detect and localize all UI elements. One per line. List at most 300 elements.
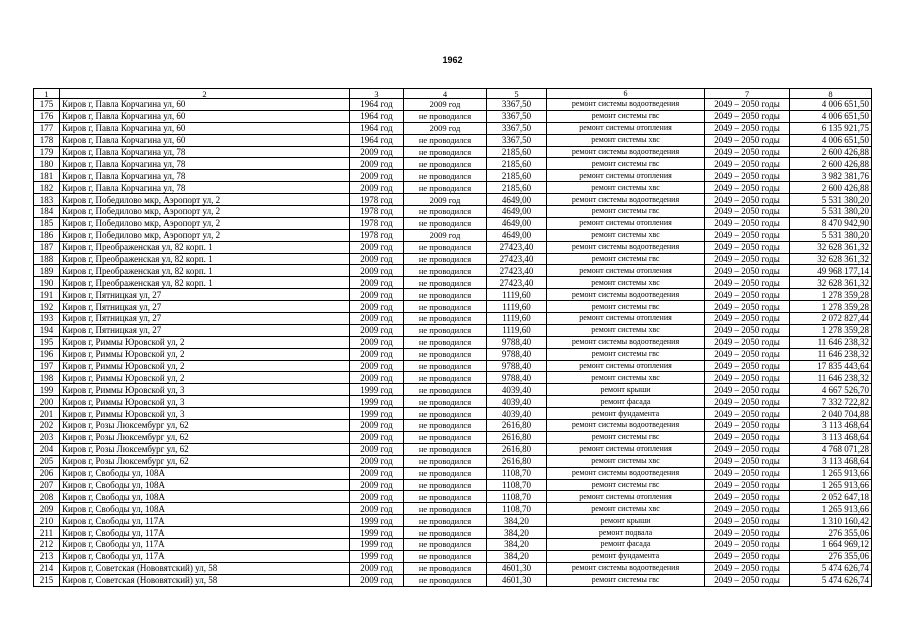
period-cell: 2049 – 2050 годы bbox=[705, 217, 790, 229]
period-cell: 2049 – 2050 годы bbox=[705, 467, 790, 479]
cost-cell: 5 531 380,20 bbox=[790, 194, 872, 206]
table-row bbox=[34, 206, 872, 218]
period-cell: 2049 – 2050 годы bbox=[705, 99, 790, 111]
year-built-cell: 2009 год bbox=[350, 253, 404, 265]
row-number-cell: 210 bbox=[34, 515, 60, 527]
year-built-cell: 2009 год bbox=[350, 420, 404, 432]
last-repair-cell: 2009 год bbox=[404, 194, 487, 206]
work-type-cell: ремонт системы гвс bbox=[547, 158, 705, 170]
work-type-cell: ремонт системы гвс bbox=[547, 348, 705, 360]
work-type-cell: ремонт системы водоотведения bbox=[547, 289, 705, 301]
year-built-cell: 2009 год bbox=[350, 491, 404, 503]
row-number-cell: 204 bbox=[34, 443, 60, 455]
year-built-cell: 1978 год bbox=[350, 206, 404, 218]
address-cell: Киров г, Свободы ул, 108А bbox=[60, 479, 350, 491]
area-cell: 384,20 bbox=[487, 538, 547, 550]
cost-cell: 5 474 626,74 bbox=[790, 574, 872, 586]
period-cell: 2049 – 2050 годы bbox=[705, 313, 790, 325]
cost-cell: 1 265 913,66 bbox=[790, 467, 872, 479]
work-type-cell: ремонт системы отопления bbox=[547, 265, 705, 277]
row-number-cell: 188 bbox=[34, 253, 60, 265]
work-type-cell: ремонт системы отопления bbox=[547, 443, 705, 455]
area-cell: 27423,40 bbox=[487, 253, 547, 265]
page-number: 1962 bbox=[442, 55, 463, 65]
year-built-cell: 1999 год bbox=[350, 527, 404, 539]
last-repair-cell: не проводился bbox=[404, 110, 487, 122]
cost-cell: 4 006 651,50 bbox=[790, 99, 872, 111]
period-cell: 2049 – 2050 годы bbox=[705, 443, 790, 455]
last-repair-cell: не проводился bbox=[404, 146, 487, 158]
row-number-cell: 191 bbox=[34, 289, 60, 301]
repair-schedule-table bbox=[33, 88, 872, 587]
address-cell: Киров г, Свободы ул, 108А bbox=[60, 503, 350, 515]
address-cell: Киров г, Розы Люксембург ул, 62 bbox=[60, 420, 350, 432]
cost-cell: 4 006 651,50 bbox=[790, 110, 872, 122]
area-cell: 1119,60 bbox=[487, 289, 547, 301]
row-number-cell: 187 bbox=[34, 241, 60, 253]
address-cell: Киров г, Свободы ул, 117А bbox=[60, 527, 350, 539]
address-cell: Киров г, Павла Корчагина ул, 60 bbox=[60, 99, 350, 111]
cost-cell: 2 600 426,88 bbox=[790, 158, 872, 170]
address-cell: Киров г, Розы Люксембург ул, 62 bbox=[60, 431, 350, 443]
row-number-cell: 203 bbox=[34, 431, 60, 443]
year-built-cell: 2009 год bbox=[350, 301, 404, 313]
address-cell: Киров г, Свободы ул, 108А bbox=[60, 491, 350, 503]
address-cell: Киров г, Риммы Юровской ул, 3 bbox=[60, 408, 350, 420]
address-cell: Киров г, Советская (Нововятский) ул, 58 bbox=[60, 574, 350, 586]
cost-cell: 11 646 238,32 bbox=[790, 372, 872, 384]
column-header: 2 bbox=[60, 89, 350, 99]
last-repair-cell: не проводился bbox=[404, 408, 487, 420]
year-built-cell: 2009 год bbox=[350, 313, 404, 325]
table-row bbox=[34, 134, 872, 146]
last-repair-cell: не проводился bbox=[404, 277, 487, 289]
table-row bbox=[34, 301, 872, 313]
year-built-cell: 2009 год bbox=[350, 372, 404, 384]
year-built-cell: 2009 год bbox=[350, 146, 404, 158]
table-row bbox=[34, 574, 872, 586]
area-cell: 1119,60 bbox=[487, 324, 547, 336]
address-cell: Киров г, Розы Люксембург ул, 62 bbox=[60, 443, 350, 455]
cost-cell: 276 355,06 bbox=[790, 550, 872, 562]
address-cell: Киров г, Советская (Нововятский) ул, 58 bbox=[60, 562, 350, 574]
last-repair-cell: не проводился bbox=[404, 170, 487, 182]
table-row bbox=[34, 538, 872, 550]
cost-cell: 1 278 359,28 bbox=[790, 301, 872, 313]
row-number-cell: 175 bbox=[34, 99, 60, 111]
work-type-cell: ремонт системы водоотведения bbox=[547, 420, 705, 432]
cost-cell: 11 646 238,32 bbox=[790, 348, 872, 360]
address-cell: Киров г, Павла Корчагина ул, 60 bbox=[60, 110, 350, 122]
year-built-cell: 2009 год bbox=[350, 241, 404, 253]
area-cell: 3367,50 bbox=[487, 134, 547, 146]
cost-cell: 2 072 827,44 bbox=[790, 313, 872, 325]
last-repair-cell: не проводился bbox=[404, 206, 487, 218]
address-cell: Киров г, Победилово мкр, Аэропорт ул, 2 bbox=[60, 194, 350, 206]
row-number-cell: 190 bbox=[34, 277, 60, 289]
address-cell: Киров г, Преображенская ул, 82 корп. 1 bbox=[60, 253, 350, 265]
cost-cell: 1 278 359,28 bbox=[790, 289, 872, 301]
year-built-cell: 2009 год bbox=[350, 324, 404, 336]
area-cell: 2616,80 bbox=[487, 443, 547, 455]
last-repair-cell: не проводился bbox=[404, 134, 487, 146]
work-type-cell: ремонт системы водоотведения bbox=[547, 336, 705, 348]
table-row bbox=[34, 241, 872, 253]
table-row bbox=[34, 550, 872, 562]
row-number-cell: 200 bbox=[34, 396, 60, 408]
area-cell: 4649,00 bbox=[487, 229, 547, 241]
row-number-cell: 199 bbox=[34, 384, 60, 396]
last-repair-cell: 2009 год bbox=[404, 229, 487, 241]
area-cell: 9788,40 bbox=[487, 348, 547, 360]
row-number-cell: 213 bbox=[34, 550, 60, 562]
work-type-cell: ремонт системы хвс bbox=[547, 182, 705, 194]
work-type-cell: ремонт фундамента bbox=[547, 408, 705, 420]
area-cell: 2616,80 bbox=[487, 431, 547, 443]
area-cell: 4649,00 bbox=[487, 206, 547, 218]
work-type-cell: ремонт системы гвс bbox=[547, 479, 705, 491]
row-number-cell: 181 bbox=[34, 170, 60, 182]
row-number-cell: 176 bbox=[34, 110, 60, 122]
row-number-cell: 211 bbox=[34, 527, 60, 539]
cost-cell: 1 310 160,42 bbox=[790, 515, 872, 527]
area-cell: 1108,70 bbox=[487, 491, 547, 503]
work-type-cell: ремонт системы водоотведения bbox=[547, 467, 705, 479]
cost-cell: 32 628 361,32 bbox=[790, 253, 872, 265]
area-cell: 2185,60 bbox=[487, 146, 547, 158]
address-cell: Киров г, Пятницкая ул, 27 bbox=[60, 324, 350, 336]
cost-cell: 32 628 361,32 bbox=[790, 241, 872, 253]
table-row bbox=[34, 479, 872, 491]
work-type-cell: ремонт системы хвс bbox=[547, 134, 705, 146]
area-cell: 384,20 bbox=[487, 550, 547, 562]
period-cell: 2049 – 2050 годы bbox=[705, 538, 790, 550]
table-row bbox=[34, 360, 872, 372]
table-row bbox=[34, 467, 872, 479]
area-cell: 1108,70 bbox=[487, 467, 547, 479]
year-built-cell: 2009 год bbox=[350, 479, 404, 491]
column-header: 3 bbox=[350, 89, 404, 99]
year-built-cell: 1999 год bbox=[350, 384, 404, 396]
row-number-cell: 184 bbox=[34, 206, 60, 218]
cost-cell: 11 646 238,32 bbox=[790, 336, 872, 348]
cost-cell: 5 531 380,20 bbox=[790, 229, 872, 241]
address-cell: Киров г, Павла Корчагина ул, 78 bbox=[60, 158, 350, 170]
cost-cell: 1 265 913,66 bbox=[790, 503, 872, 515]
year-built-cell: 2009 год bbox=[350, 277, 404, 289]
row-number-cell: 198 bbox=[34, 372, 60, 384]
period-cell: 2049 – 2050 годы bbox=[705, 206, 790, 218]
last-repair-cell: не проводился bbox=[404, 289, 487, 301]
column-header: 1 bbox=[34, 89, 60, 99]
area-cell: 2616,80 bbox=[487, 420, 547, 432]
area-cell: 2185,60 bbox=[487, 158, 547, 170]
address-cell: Киров г, Победилово мкр, Аэропорт ул, 2 bbox=[60, 217, 350, 229]
area-cell: 4039,40 bbox=[487, 384, 547, 396]
area-cell: 4601,30 bbox=[487, 574, 547, 586]
cost-cell: 3 113 468,64 bbox=[790, 431, 872, 443]
area-cell: 9788,40 bbox=[487, 336, 547, 348]
address-cell: Киров г, Преображенская ул, 82 корп. 1 bbox=[60, 241, 350, 253]
cost-cell: 3 982 381,76 bbox=[790, 170, 872, 182]
row-number-cell: 202 bbox=[34, 420, 60, 432]
row-number-cell: 212 bbox=[34, 538, 60, 550]
year-built-cell: 1999 год bbox=[350, 550, 404, 562]
period-cell: 2049 – 2050 годы bbox=[705, 146, 790, 158]
area-cell: 4039,40 bbox=[487, 408, 547, 420]
table-row bbox=[34, 313, 872, 325]
work-type-cell: ремонт системы гвс bbox=[547, 110, 705, 122]
cost-cell: 6 135 921,75 bbox=[790, 122, 872, 134]
table-body bbox=[34, 99, 872, 587]
work-type-cell: ремонт системы хвс bbox=[547, 324, 705, 336]
address-cell: Киров г, Пятницкая ул, 27 bbox=[60, 301, 350, 313]
table-row bbox=[34, 503, 872, 515]
period-cell: 2049 – 2050 годы bbox=[705, 420, 790, 432]
area-cell: 4601,30 bbox=[487, 562, 547, 574]
address-cell: Киров г, Риммы Юровской ул, 3 bbox=[60, 384, 350, 396]
cost-cell: 3 113 468,64 bbox=[790, 455, 872, 467]
work-type-cell: ремонт системы отопления bbox=[547, 217, 705, 229]
work-type-cell: ремонт подвала bbox=[547, 527, 705, 539]
last-repair-cell: не проводился bbox=[404, 241, 487, 253]
year-built-cell: 1999 год bbox=[350, 538, 404, 550]
table-row bbox=[34, 562, 872, 574]
period-cell: 2049 – 2050 годы bbox=[705, 503, 790, 515]
period-cell: 2049 – 2050 годы bbox=[705, 289, 790, 301]
area-cell: 1119,60 bbox=[487, 313, 547, 325]
address-cell: Киров г, Павла Корчагина ул, 78 bbox=[60, 146, 350, 158]
area-cell: 384,20 bbox=[487, 515, 547, 527]
last-repair-cell: не проводился bbox=[404, 336, 487, 348]
period-cell: 2049 – 2050 годы bbox=[705, 158, 790, 170]
row-number-cell: 180 bbox=[34, 158, 60, 170]
address-cell: Киров г, Победилово мкр, Аэропорт ул, 2 bbox=[60, 229, 350, 241]
row-number-cell: 195 bbox=[34, 336, 60, 348]
year-built-cell: 2009 год bbox=[350, 360, 404, 372]
cost-cell: 276 355,06 bbox=[790, 527, 872, 539]
year-built-cell: 2009 год bbox=[350, 562, 404, 574]
cost-cell: 4 006 651,50 bbox=[790, 134, 872, 146]
year-built-cell: 2009 год bbox=[350, 455, 404, 467]
period-cell: 2049 – 2050 годы bbox=[705, 491, 790, 503]
last-repair-cell: не проводился bbox=[404, 158, 487, 170]
year-built-cell: 2009 год bbox=[350, 467, 404, 479]
last-repair-cell: не проводился bbox=[404, 348, 487, 360]
table-row bbox=[34, 515, 872, 527]
row-number-cell: 214 bbox=[34, 562, 60, 574]
column-header: 7 bbox=[705, 89, 790, 99]
period-cell: 2049 – 2050 годы bbox=[705, 194, 790, 206]
column-header: 8 bbox=[790, 89, 872, 99]
year-built-cell: 2009 год bbox=[350, 289, 404, 301]
address-cell: Киров г, Свободы ул, 117А bbox=[60, 550, 350, 562]
year-built-cell: 1999 год bbox=[350, 408, 404, 420]
work-type-cell: ремонт системы хвс bbox=[547, 372, 705, 384]
year-built-cell: 2009 год bbox=[350, 503, 404, 515]
cost-cell: 2 600 426,88 bbox=[790, 146, 872, 158]
period-cell: 2049 – 2050 годы bbox=[705, 455, 790, 467]
table-row bbox=[34, 289, 872, 301]
year-built-cell: 2009 год bbox=[350, 431, 404, 443]
work-type-cell: ремонт системы гвс bbox=[547, 574, 705, 586]
last-repair-cell: не проводился bbox=[404, 503, 487, 515]
table-row bbox=[34, 384, 872, 396]
year-built-cell: 1964 год bbox=[350, 110, 404, 122]
period-cell: 2049 – 2050 годы bbox=[705, 336, 790, 348]
row-number-cell: 178 bbox=[34, 134, 60, 146]
year-built-cell: 1978 год bbox=[350, 229, 404, 241]
year-built-cell: 1978 год bbox=[350, 217, 404, 229]
period-cell: 2049 – 2050 годы bbox=[705, 562, 790, 574]
work-type-cell: ремонт системы хвс bbox=[547, 229, 705, 241]
row-number-cell: 183 bbox=[34, 194, 60, 206]
area-cell: 2185,60 bbox=[487, 182, 547, 194]
row-number-cell: 192 bbox=[34, 301, 60, 313]
area-cell: 384,20 bbox=[487, 527, 547, 539]
row-number-cell: 207 bbox=[34, 479, 60, 491]
row-number-cell: 215 bbox=[34, 574, 60, 586]
period-cell: 2049 – 2050 годы bbox=[705, 408, 790, 420]
cost-cell: 2 052 647,18 bbox=[790, 491, 872, 503]
work-type-cell: ремонт системы отопления bbox=[547, 313, 705, 325]
address-cell: Киров г, Риммы Юровской ул, 2 bbox=[60, 360, 350, 372]
cost-cell: 49 968 177,14 bbox=[790, 265, 872, 277]
address-cell: Киров г, Павла Корчагина ул, 78 bbox=[60, 182, 350, 194]
table-row bbox=[34, 431, 872, 443]
table-row bbox=[34, 122, 872, 134]
row-number-cell: 208 bbox=[34, 491, 60, 503]
work-type-cell: ремонт системы отопления bbox=[547, 122, 705, 134]
area-cell: 27423,40 bbox=[487, 241, 547, 253]
area-cell: 1108,70 bbox=[487, 503, 547, 515]
row-number-cell: 193 bbox=[34, 313, 60, 325]
last-repair-cell: не проводился bbox=[404, 538, 487, 550]
year-built-cell: 2009 год bbox=[350, 170, 404, 182]
year-built-cell: 2009 год bbox=[350, 443, 404, 455]
table-row bbox=[34, 182, 872, 194]
last-repair-cell: 2009 год bbox=[404, 122, 487, 134]
period-cell: 2049 – 2050 годы bbox=[705, 229, 790, 241]
address-cell: Киров г, Риммы Юровской ул, 2 bbox=[60, 372, 350, 384]
work-type-cell: ремонт системы водоотведения bbox=[547, 194, 705, 206]
last-repair-cell: не проводился bbox=[404, 217, 487, 229]
address-cell: Киров г, Преображенская ул, 82 корп. 1 bbox=[60, 265, 350, 277]
table-row bbox=[34, 408, 872, 420]
last-repair-cell: не проводился bbox=[404, 479, 487, 491]
period-cell: 2049 – 2050 годы bbox=[705, 396, 790, 408]
last-repair-cell: не проводился bbox=[404, 265, 487, 277]
column-header: 5 bbox=[487, 89, 547, 99]
period-cell: 2049 – 2050 годы bbox=[705, 431, 790, 443]
last-repair-cell: не проводился bbox=[404, 324, 487, 336]
work-type-cell: ремонт системы хвс bbox=[547, 455, 705, 467]
area-cell: 2616,80 bbox=[487, 455, 547, 467]
row-number-cell: 197 bbox=[34, 360, 60, 372]
last-repair-cell: не проводился bbox=[404, 562, 487, 574]
work-type-cell: ремонт системы водоотведения bbox=[547, 146, 705, 158]
period-cell: 2049 – 2050 годы bbox=[705, 372, 790, 384]
period-cell: 2049 – 2050 годы bbox=[705, 324, 790, 336]
area-cell: 27423,40 bbox=[487, 265, 547, 277]
row-number-cell: 209 bbox=[34, 503, 60, 515]
work-type-cell: ремонт фундамента bbox=[547, 550, 705, 562]
year-built-cell: 1964 год bbox=[350, 134, 404, 146]
area-cell: 1108,70 bbox=[487, 479, 547, 491]
work-type-cell: ремонт системы отопления bbox=[547, 360, 705, 372]
table-header-row bbox=[34, 89, 872, 99]
cost-cell: 5 531 380,20 bbox=[790, 206, 872, 218]
year-built-cell: 2009 год bbox=[350, 336, 404, 348]
area-cell: 4649,00 bbox=[487, 194, 547, 206]
table-row bbox=[34, 99, 872, 111]
work-type-cell: ремонт системы отопления bbox=[547, 170, 705, 182]
last-repair-cell: не проводился bbox=[404, 360, 487, 372]
work-type-cell: ремонт крыши bbox=[547, 384, 705, 396]
address-cell: Киров г, Павла Корчагина ул, 60 bbox=[60, 122, 350, 134]
cost-cell: 4 667 526,70 bbox=[790, 384, 872, 396]
year-built-cell: 1978 год bbox=[350, 194, 404, 206]
cost-cell: 1 265 913,66 bbox=[790, 479, 872, 491]
period-cell: 2049 – 2050 годы bbox=[705, 253, 790, 265]
row-number-cell: 196 bbox=[34, 348, 60, 360]
work-type-cell: ремонт системы гвс bbox=[547, 253, 705, 265]
area-cell: 2185,60 bbox=[487, 170, 547, 182]
row-number-cell: 189 bbox=[34, 265, 60, 277]
table-row bbox=[34, 443, 872, 455]
last-repair-cell: не проводился bbox=[404, 515, 487, 527]
table-row bbox=[34, 396, 872, 408]
cost-cell: 7 332 722,82 bbox=[790, 396, 872, 408]
table-row bbox=[34, 158, 872, 170]
period-cell: 2049 – 2050 годы bbox=[705, 134, 790, 146]
cost-cell: 2 600 426,88 bbox=[790, 182, 872, 194]
last-repair-cell: не проводился bbox=[404, 420, 487, 432]
address-cell: Киров г, Риммы Юровской ул, 2 bbox=[60, 336, 350, 348]
table-row bbox=[34, 194, 872, 206]
work-type-cell: ремонт системы водоотведения bbox=[547, 241, 705, 253]
address-cell: Киров г, Преображенская ул, 82 корп. 1 bbox=[60, 277, 350, 289]
last-repair-cell: не проводился bbox=[404, 253, 487, 265]
area-cell: 3367,50 bbox=[487, 110, 547, 122]
row-number-cell: 205 bbox=[34, 455, 60, 467]
address-cell: Киров г, Свободы ул, 117А bbox=[60, 515, 350, 527]
table-row bbox=[34, 265, 872, 277]
cost-cell: 3 113 468,64 bbox=[790, 420, 872, 432]
period-cell: 2049 – 2050 годы bbox=[705, 277, 790, 289]
area-cell: 9788,40 bbox=[487, 360, 547, 372]
table-row bbox=[34, 277, 872, 289]
area-cell: 27423,40 bbox=[487, 277, 547, 289]
period-cell: 2049 – 2050 годы bbox=[705, 515, 790, 527]
area-cell: 1119,60 bbox=[487, 301, 547, 313]
area-cell: 3367,50 bbox=[487, 99, 547, 111]
address-cell: Киров г, Пятницкая ул, 27 bbox=[60, 313, 350, 325]
address-cell: Киров г, Победилово мкр, Аэропорт ул, 2 bbox=[60, 206, 350, 218]
row-number-cell: 185 bbox=[34, 217, 60, 229]
work-type-cell: ремонт фасада bbox=[547, 538, 705, 550]
table-row bbox=[34, 229, 872, 241]
cost-cell: 4 768 071,28 bbox=[790, 443, 872, 455]
year-built-cell: 1964 год bbox=[350, 122, 404, 134]
row-number-cell: 206 bbox=[34, 467, 60, 479]
period-cell: 2049 – 2050 годы bbox=[705, 550, 790, 562]
last-repair-cell: не проводился bbox=[404, 431, 487, 443]
column-header: 4 bbox=[404, 89, 487, 99]
last-repair-cell: не проводился bbox=[404, 550, 487, 562]
work-type-cell: ремонт крыши bbox=[547, 515, 705, 527]
year-built-cell: 1999 год bbox=[350, 396, 404, 408]
